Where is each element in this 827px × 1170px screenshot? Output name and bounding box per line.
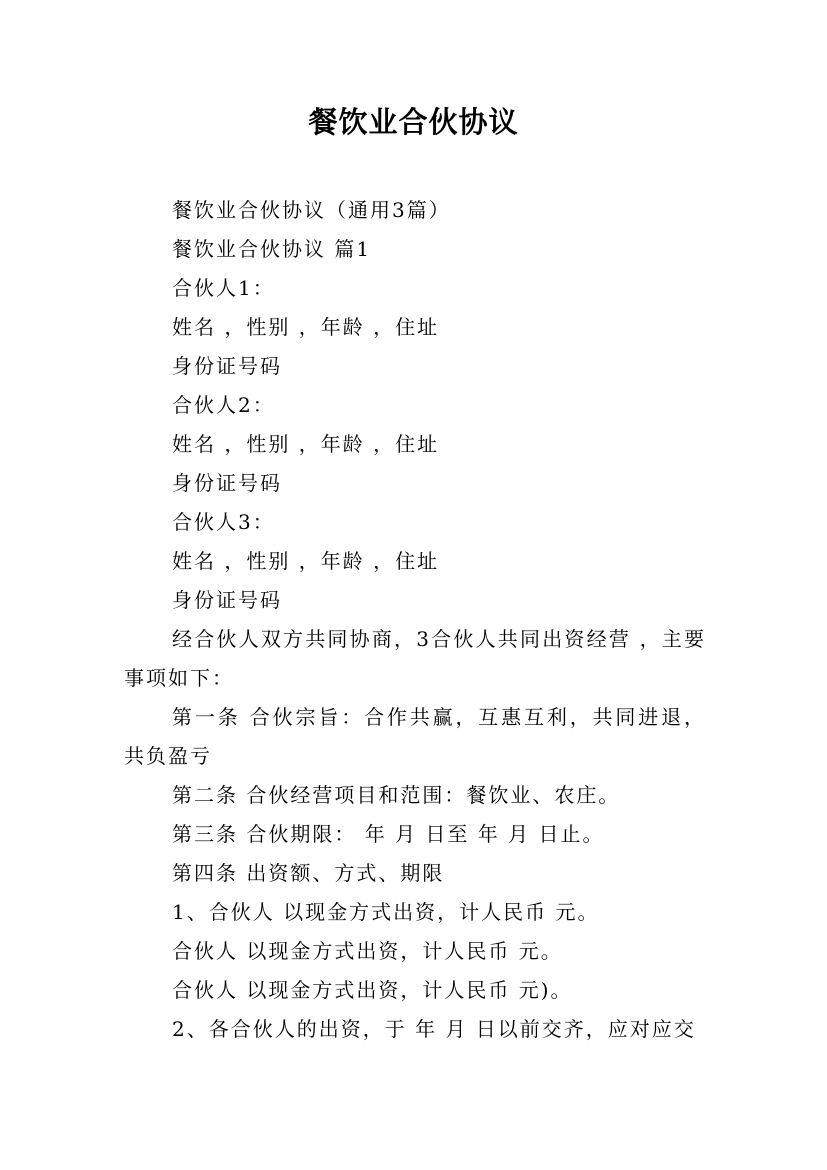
paragraph: 经合伙人双方共同协商，3合伙人共同出资经营 ，主要事项如下：: [124, 627, 706, 690]
paragraph: 合伙人 以现金方式出资，计人民币 元)。: [172, 978, 573, 1002]
paragraph: 身份证号码: [172, 471, 282, 495]
paragraph: 2、各合伙人的出资，于 年 月 日以前交齐，应对应交: [172, 1017, 696, 1041]
paragraph: 第四条 出资额、方式、期限: [172, 861, 445, 885]
paragraph: 合伙人 以现金方式出资，计人民币 元。: [172, 939, 563, 963]
paragraph: 身份证号码: [172, 354, 282, 378]
document-title: 餐饮业合伙协议: [308, 105, 519, 139]
document-body: [124, 191, 706, 1049]
paragraph: 姓名 ，性别 ，年龄 ，住址: [172, 549, 440, 573]
paragraph: 餐饮业合伙协议（通用3篇）: [172, 198, 451, 222]
paragraph: 合伙人3：: [172, 510, 275, 534]
paragraph: 1、合伙人 以现金方式出资，计人民币 元。: [172, 900, 600, 924]
paragraph: 餐饮业合伙协议 篇1: [172, 237, 372, 261]
paragraph: 身份证号码: [172, 588, 282, 612]
paragraph: 第一条 合伙宗旨：合作共赢，互惠互利，共同进退，共负盈亏: [124, 705, 706, 768]
paragraph: 姓名 ，性别 ，年龄 ，住址: [172, 432, 440, 456]
paragraph: 合伙人2：: [172, 393, 275, 417]
paragraph: 姓名 ，性别 ，年龄 ，住址: [172, 315, 440, 339]
paragraph: 第三条 合伙期限： 年 月 日至 年 月 日止。: [172, 822, 605, 846]
paragraph: 第二条 合伙经营项目和范围：餐饮业、农庄。: [172, 783, 621, 807]
paragraph: 合伙人1：: [172, 276, 275, 300]
